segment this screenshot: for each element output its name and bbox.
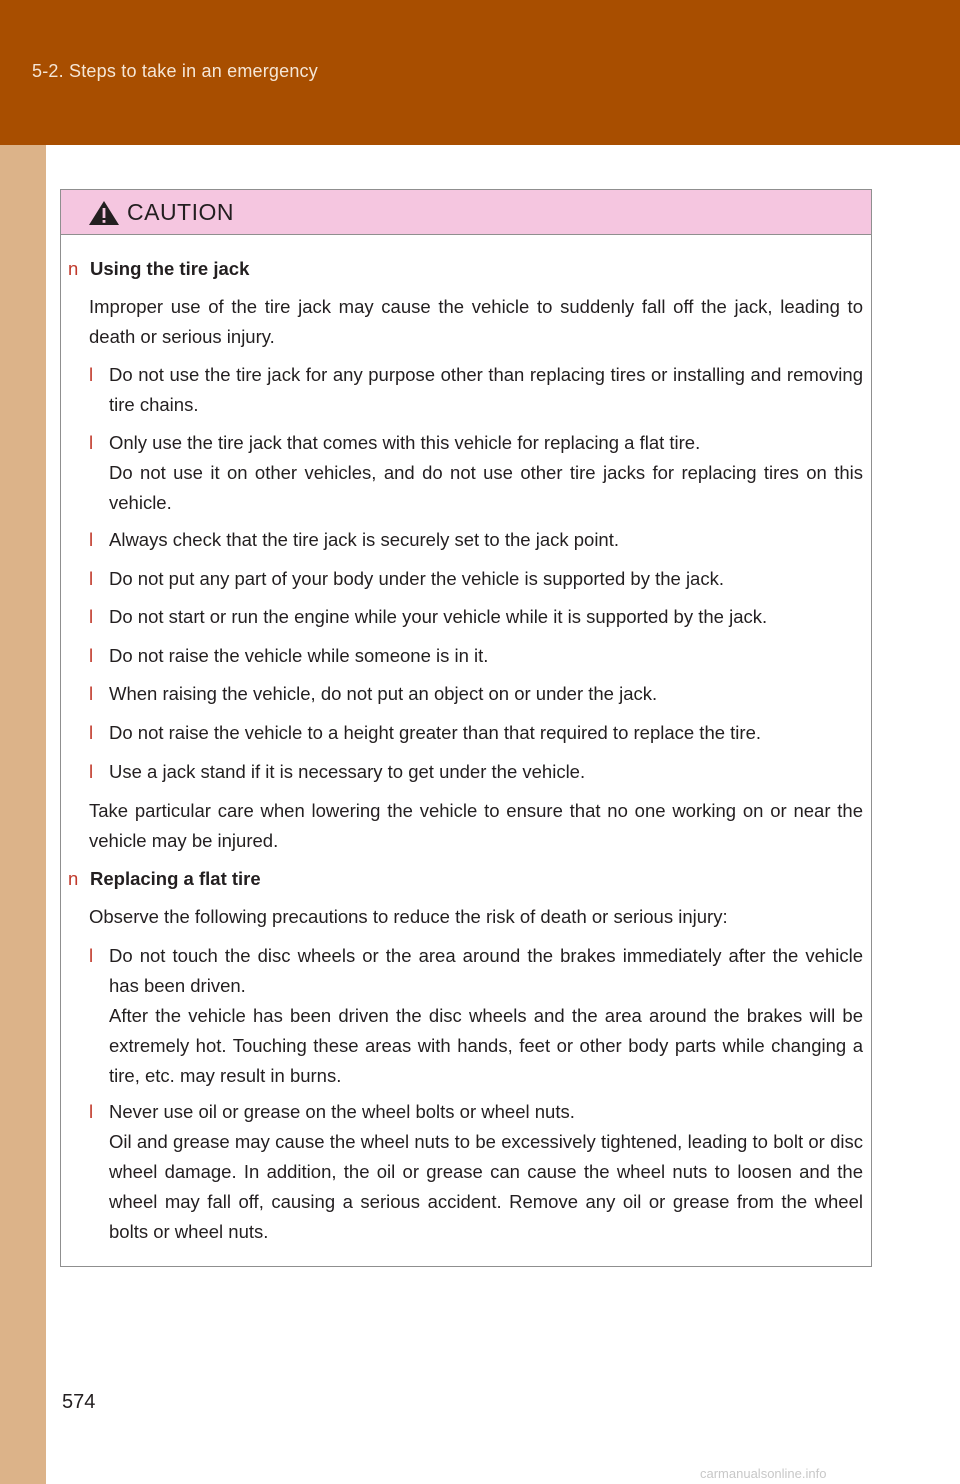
section-heading: n Replacing a flat tire xyxy=(68,864,261,894)
caution-box xyxy=(60,189,872,1267)
section-marker: n xyxy=(68,868,79,889)
list-item: l Never use oil or grease on the wheel bolts or wheel nuts. Oil and grease may cause the wheel nuts to be excessively tightened, leading to bolt or disc wheel damage. In addition, the oil or grease can cause the wheel nuts to loosen and the wheel may fall off, causing a serious accident. Remove any oil or grease from the wheel bolts or wheel nuts. xyxy=(89,1101,863,1242)
section-marker: n xyxy=(68,258,79,279)
caution-header xyxy=(61,190,871,235)
list-item: l Use a jack stand if it is necessary to get under the vehicle. xyxy=(89,761,586,782)
list-item: l Do not raise the vehicle while someone is in it. xyxy=(89,645,489,666)
header-bar xyxy=(0,0,960,145)
side-strip xyxy=(0,0,46,1484)
list-item: l When raising the vehicle, do not put an object on or under the jack. xyxy=(89,683,658,704)
section-outro: Take particular care when lowering the vehicle to ensure that no one working on or near the vehicle may be injured. xyxy=(89,800,863,851)
list-item: l Do not touch the disc wheels or the area around the brakes immediately after the vehicle has been driven. After the vehicle has been driven the disc wheels and the area around the brakes will be extremely hot. Touching these areas with hands, feet or other body parts while changing a tire, etc. may result in burns. xyxy=(89,945,863,1086)
section-heading: n Using the tire jack xyxy=(68,254,249,284)
list-item: l Do not put any part of your body under the vehicle is supported by the jack. xyxy=(89,568,724,589)
warning-triangle-icon xyxy=(88,200,120,226)
list-item: l Do not start or run the engine while your vehicle while it is supported by the jack. xyxy=(89,606,768,627)
list-item: l Always check that the tire jack is securely set to the jack point. xyxy=(89,529,620,550)
list-item: l Only use the tire jack that comes with this vehicle for replacing a flat tire. Do not use it on other vehicles, and do not use other tire jacks for replacing tires on this vehicle. xyxy=(89,432,863,513)
section-title: 5-2. Steps to take in an emergency xyxy=(32,61,318,81)
list-item: l Do not raise the vehicle to a height greater than that required to replace the tire. xyxy=(89,722,762,743)
section-intro: Improper use of the tire jack may cause the vehicle to suddenly fall off the jack, leading to death or serious injury. xyxy=(89,296,863,347)
section-intro: Observe the following precautions to reduce the risk of death or serious injury: xyxy=(89,906,728,927)
list-item: l Do not use the tire jack for any purpose other than replacing tires or installing and removing tire chains. xyxy=(89,364,863,415)
watermark: carmanualsonline.info xyxy=(700,1466,827,1481)
caution-title: CAUTION xyxy=(127,199,234,225)
page-number: 574 xyxy=(62,1391,96,1413)
